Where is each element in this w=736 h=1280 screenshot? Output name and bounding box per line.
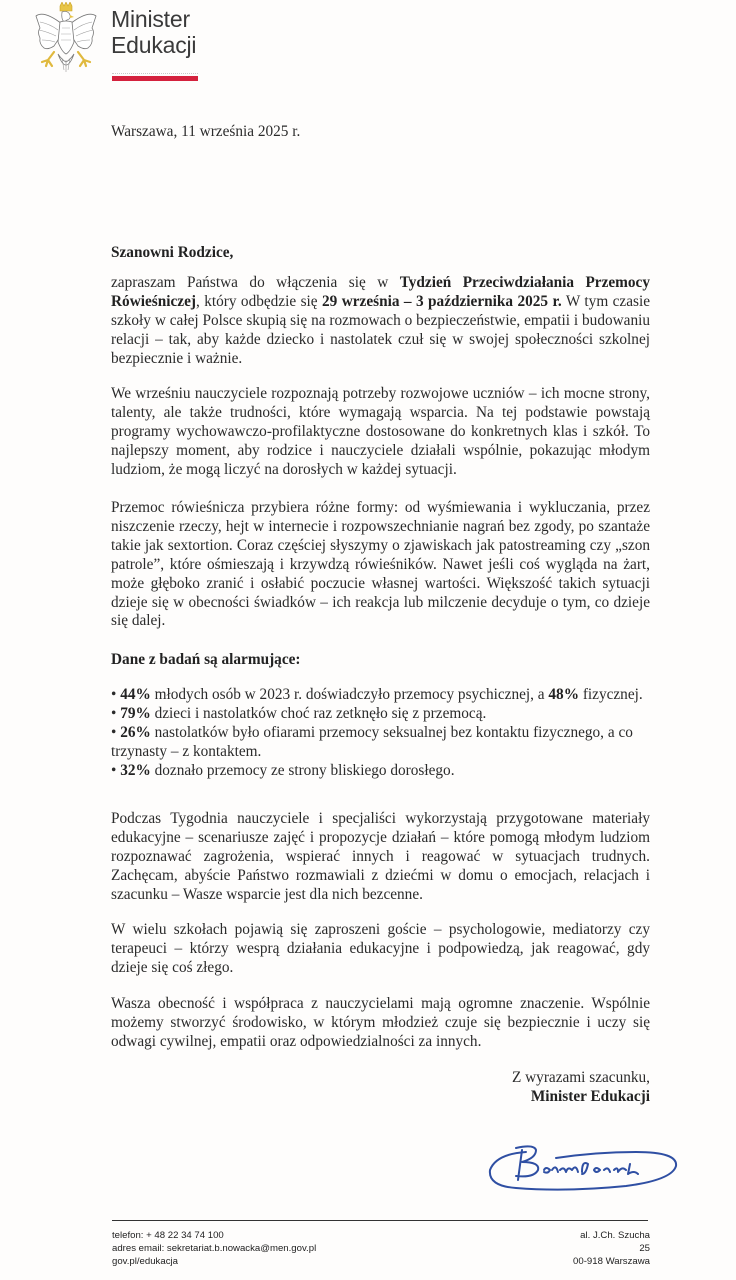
brand-line-2: Edukacji — [111, 32, 197, 58]
data-heading — [111, 651, 650, 670]
footer-email[interactable]: adres email: sekretariat.b.nowacka@men.gov.pl — [112, 1243, 317, 1254]
footer-website[interactable]: gov.pl/edukacja — [112, 1256, 178, 1267]
paragraph-guests: W wielu szkołach pojawią się zaproszeni goście – psychologowie, mediatorzy czy terapeuci – którzy wesprą działania edukacyjne i podpowiedzą, jak reagować, gdy dzieje się coś złego. — [111, 921, 650, 976]
p1-text-3: W tym czasie szkoły w całej Polsce skupią się na rozmowach o bezpieczeństwie, empatii i budowaniu relacji – tak, aby każde dziecko i nastolatek czuł się w swojej społeczności szkolnej bezpiecznie i ważnie. — [111, 292, 650, 367]
footer-phone: telefon: + 48 22 34 74 100 — [112, 1230, 224, 1241]
ministry-name — [111, 6, 196, 58]
stat-item — [111, 686, 650, 705]
stat-text: dzieci i nastolatków choć raz zetknęło się z przemocą. — [150, 704, 487, 722]
polish-flag-bar — [112, 70, 198, 81]
paragraph-week-activities: Podczas Tygodnia nauczyciele i specjaliści wykorzystają przygotowane materiały edukacyjne – scenariusze zajęć i propozycje działań – które pomogą młodym ludziom rozpoznawać zagrożenia, wspierać innych i reagować w sytuacjach trudnych. Zachęcam, abyście Państwo rozmawiali z dziećmi w domu o emocjach, relacjach i szacunku – Wasze wsparcie jest dla nich bezcenne. — [111, 810, 650, 903]
paragraph-invitation — [111, 274, 650, 369]
stat-percent: 32% — [120, 761, 151, 779]
footer-street: al. J.Ch. Szucha 25 — [580, 1230, 650, 1254]
signatory-title — [500, 1087, 650, 1106]
bullet: • — [111, 686, 121, 703]
footer-address — [568, 1229, 650, 1268]
stat-percent: 48% — [548, 686, 579, 703]
salutation-text: Szanowni Rodzice, — [111, 244, 234, 261]
handwritten-signature-icon — [486, 1140, 682, 1196]
stat-text: fizycznej. — [579, 686, 643, 703]
polish-eagle-emblem-icon — [34, 2, 98, 78]
stat-text: młodych osób w 2023 r. doświadczyło przemocy psychicznej, a — [150, 686, 549, 703]
stat-percent: 44% — [120, 686, 151, 703]
salutation — [111, 244, 650, 263]
closing-block — [500, 1068, 650, 1106]
stat-percent: 26% — [120, 723, 151, 741]
flag-red-stripe — [112, 76, 198, 81]
stat-item — [111, 705, 650, 724]
paragraph-violence-forms: Przemoc rówieśnicza przybiera różne formy: od wyśmiewania i wykluczania, przez niszczenie rzeczy, hejt w internecie i rozpowszechnianie nagrań bez zgody, po szantaże takie jak sextortion. Coraz częściej słyszymy o zjawiskach jak patostreaming czy „szon patrole”, które ośmieszają i krzywdzą rówieśników. Nawet jeśli coś wygląda na żart, może głęboko zranić i osłabić poczucie własnej wartości. Większość takich sytuacji dzieje się w obecności świadków – ich reakcja lub milczenie decyduje o tym, co dzieje się dalej. — [111, 499, 650, 630]
event-name: Tydzień Przeciwdziałania Przemocy Rówieśniczej — [111, 274, 650, 310]
stat-item — [111, 762, 650, 781]
footer-divider — [112, 1220, 648, 1221]
statistics-list — [111, 686, 650, 781]
signatory-text: Minister Edukacji — [530, 1088, 650, 1105]
bullet: • — [111, 761, 121, 779]
stat-text: nastolatków było ofiarami przemocy seksualnej bez kontaktu fizycznego, a co trzynasty – z kontaktem. — [111, 723, 633, 760]
stat-item — [111, 724, 650, 762]
event-dates: 29 września – 3 października 2025 r. — [321, 292, 562, 310]
flag-white-stripe — [112, 70, 198, 74]
paragraph-cooperation: Wasza obecność i współpraca z nauczycielami mają ogromne znaczenie. Wspólnie możemy stworzyć środowisko, w którym młodzież czuje się bezpiecznie i uczy się odwagi cywilnej, empatii oraz odpowiedzialności za innych. — [111, 995, 650, 1050]
closing-phrase: Z wyrazami szacunku, — [511, 1069, 650, 1086]
brand-line-1: Minister — [111, 6, 190, 32]
data-heading-text: Dane z badań są alarmujące: — [111, 651, 301, 668]
stat-percent: 79% — [120, 704, 151, 722]
p1-text-1: zapraszam Państwa do włączenia się w — [111, 274, 400, 291]
paragraph-september: We wrześniu nauczyciele rozpoznają potrzeby rozwojowe uczniów – ich mocne strony, talenty, ale także trudności, które wymagają wsparcia. Na tej podstawie powstają programy wychowawczo-profilaktyczne dostosowane do konkretnych klas i szkół. To najlepszy moment, aby rodzice i nauczyciele działali wspólnie, pokazując młodym ludziom, że mogą liczyć na dorosłych w każdej sytuacji. — [111, 385, 650, 478]
stat-text: doznało przemocy ze strony bliskiego dorosłego. — [150, 761, 455, 779]
place-date: Warszawa, 11 września 2025 r. — [111, 123, 301, 140]
bullet: • — [111, 704, 121, 722]
footer-contact — [112, 1229, 316, 1268]
bullet: • — [111, 723, 121, 741]
letterhead — [24, 2, 244, 82]
p1-text-2: , który odbędzie się — [195, 292, 322, 310]
footer-city: 00-918 Warszawa — [573, 1256, 650, 1267]
